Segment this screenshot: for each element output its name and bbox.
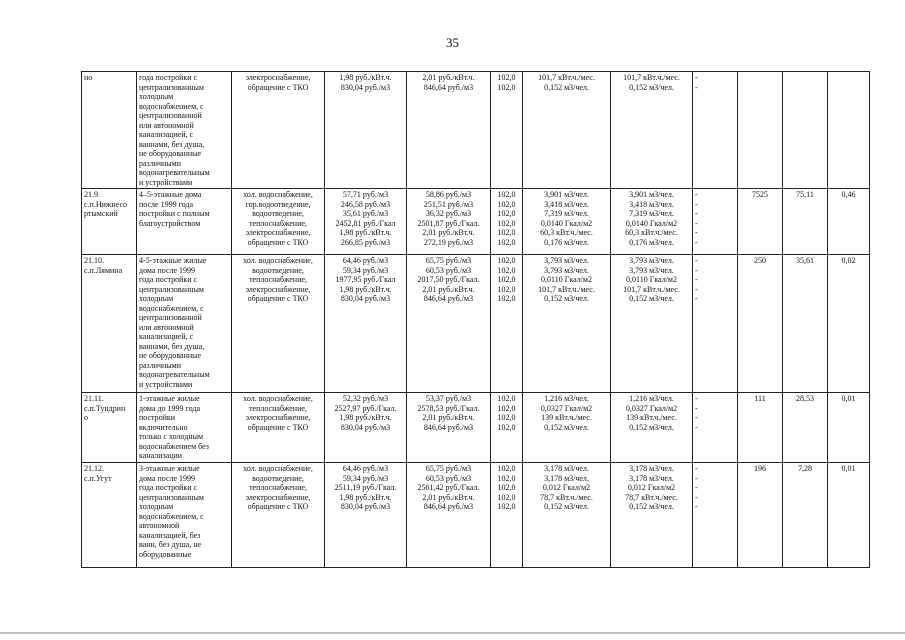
cell-line: 846,64 руб./м3 <box>423 82 474 92</box>
cell-line: 846,64 руб./м3 <box>423 422 474 432</box>
cell-line: 0,152 м3/чел. <box>544 422 589 432</box>
cell-line: 60,3 кВт.ч./мес. <box>540 228 593 237</box>
cell-line: водонагревательным <box>139 168 210 177</box>
cell-line: 3,793 м3/чел. <box>544 265 589 275</box>
index-cell <box>491 255 523 393</box>
cell-line: 111 <box>754 394 766 403</box>
cell-line: с.п.Тундрин <box>84 403 126 413</box>
value-cell <box>783 255 828 393</box>
cell-line: 59,34 руб./м3 <box>342 473 389 483</box>
cell-line: водоотведение, <box>252 209 304 218</box>
cell-line: 2,01 руб./кВт.ч. <box>422 492 475 502</box>
cell-line: электроснабжение, <box>245 228 311 237</box>
cell-line: 102,0 <box>497 294 516 303</box>
cell-line: холодным <box>139 502 174 511</box>
cell-line: 60,3 кВт.ч./мес. <box>625 228 678 237</box>
cell-line: - <box>695 492 698 502</box>
cell-line: 139 кВт.ч./мес. <box>626 413 677 422</box>
count-cell <box>738 463 783 568</box>
dash-cell <box>693 463 738 568</box>
cell-line: - <box>695 413 698 422</box>
cell-line: 60,53 руб./м3 <box>425 265 472 275</box>
cell-line: 102,0 <box>497 265 516 275</box>
cell-line: и устройствами <box>139 177 193 187</box>
cell-line: 250 <box>754 256 766 265</box>
row-label-cell <box>82 463 137 568</box>
cell-line: 102,0 <box>497 237 516 247</box>
index-cell <box>491 393 523 463</box>
cell-line: не оборудованные <box>139 149 202 158</box>
cell-line: водоснабжением, с <box>139 303 204 313</box>
cell-line: 102,0 <box>497 492 516 502</box>
cell-line: 1,216 м3/чел. <box>544 394 589 403</box>
cell-line: обращение с ТКО <box>247 237 309 247</box>
table-row <box>82 255 870 393</box>
cell-line: - <box>695 190 698 199</box>
row-label-cell <box>82 72 137 189</box>
cell-line: 3-этажные жилые <box>139 464 200 473</box>
value-cell <box>783 189 828 255</box>
index-cell <box>491 189 523 255</box>
cell-line: 2578,53 руб./Гкал. <box>417 403 480 413</box>
cell-line: 0,152 м3/чел. <box>629 502 674 511</box>
cell-line: или автономной <box>139 322 194 332</box>
cell-line: хол. водоснабжение, <box>243 256 313 265</box>
count-cell <box>738 189 783 255</box>
cell-line: 102,0 <box>497 413 516 422</box>
cell-line: 101,7 кВт.ч./мес. <box>623 284 680 294</box>
cell-line: - <box>695 237 698 247</box>
cell-line: 102,0 <box>497 422 516 432</box>
cell-line: 102,0 <box>497 502 516 511</box>
cell-line: 2,01 руб./кВт.ч. <box>422 413 475 422</box>
cell-line: 0,152 м3/чел. <box>629 82 674 92</box>
cell-line: 102,0 <box>497 473 516 483</box>
cell-line: обращение с ТКО <box>247 294 309 303</box>
tariff-2020-cell <box>407 72 491 189</box>
norm-2019-cell <box>523 393 611 463</box>
cell-line: - <box>695 422 698 432</box>
cell-line: - <box>695 82 698 92</box>
cell-line: теплоснабжение, <box>249 483 307 492</box>
scan-edge-line <box>0 632 905 634</box>
norm-2020-cell <box>611 255 693 393</box>
services-cell <box>232 463 325 568</box>
cell-line: 0,01 <box>841 464 856 473</box>
share-cell <box>828 189 870 255</box>
cell-line: 0,0110 Гкал/м2 <box>541 275 592 284</box>
cell-line: 0,152 м3/чел. <box>544 294 589 303</box>
cell-line: 4–5-этажные дома <box>139 190 202 199</box>
table-row <box>82 463 870 568</box>
cell-line: 830,04 руб./м3 <box>340 422 391 432</box>
count-cell <box>738 72 783 189</box>
cell-line: 78,7 кВт.ч./мес. <box>625 492 678 502</box>
cell-line: 21.10. <box>84 256 104 265</box>
cell-line: 830,04 руб./м3 <box>340 294 391 303</box>
cell-line: 65,75 руб./м3 <box>425 464 472 473</box>
cell-line: 101,7 кВт.ч./мес. <box>623 73 680 82</box>
cell-line: канализацией, без <box>139 530 201 540</box>
tariff-table <box>81 71 870 568</box>
cell-line: дома после 1999 <box>139 473 196 483</box>
tariff-2019-cell <box>325 463 407 568</box>
cell-line: 102,0 <box>497 275 516 284</box>
cell-line: - <box>695 73 698 82</box>
cell-line: 0,01 <box>841 394 856 403</box>
cell-line: 272,19 руб./м3 <box>423 237 474 247</box>
cell-line: 2017,50 руб./Гкал. <box>417 275 480 284</box>
cell-line: 102,0 <box>497 73 516 82</box>
cell-line: 102,0 <box>497 284 516 294</box>
tariff-2020-cell <box>407 255 491 393</box>
cell-line: 1,98 руб./кВт.ч. <box>339 492 392 502</box>
cell-line: 102,0 <box>497 464 516 473</box>
cell-line: централизованной <box>139 111 202 120</box>
cell-line: 2452,81 руб./Гкал <box>335 218 396 228</box>
cell-line: - <box>695 209 698 218</box>
cell-line: года постройки с <box>139 275 198 284</box>
cell-line: 0,152 м3/чел. <box>629 422 674 432</box>
cell-line: 1,98 руб./кВт.ч. <box>339 228 392 237</box>
cell-line: 1,216 м3/чел. <box>629 394 674 403</box>
cell-line: 7,319 м3/чел. <box>544 209 589 218</box>
services-cell <box>232 189 325 255</box>
cell-line: теплоснабжение, <box>249 275 307 284</box>
cell-line: 2511,19 руб./Гкал. <box>334 483 397 492</box>
cell-line: 196 <box>754 464 766 473</box>
cell-line: 3,178 м3/чел. <box>544 473 589 483</box>
cell-line: о <box>84 413 88 422</box>
cell-line: централизованным <box>139 492 204 502</box>
cell-line: - <box>695 228 698 237</box>
cell-line: 1-этажные жилые <box>139 394 200 403</box>
cell-line: - <box>695 502 698 511</box>
cell-line: 102,0 <box>497 82 516 92</box>
cell-line: 3,793 м3/чел. <box>544 256 589 265</box>
cell-line: 846,64 руб./м3 <box>423 294 474 303</box>
cell-line: 78,7 кВт.ч./мес. <box>540 492 593 502</box>
cell-line: года постройки с <box>139 73 198 82</box>
cell-line: 28,53 <box>796 394 814 403</box>
cell-line: водоснабжением без <box>139 441 209 451</box>
services-cell <box>232 255 325 393</box>
cell-line: 58,86 руб./м3 <box>425 190 472 199</box>
cell-line: 0,46 <box>841 190 856 199</box>
cell-line: хол. водоснабжение, <box>243 190 313 199</box>
norm-2019-cell <box>523 463 611 568</box>
cell-line: 21.9. <box>84 190 100 199</box>
share-cell <box>828 255 870 393</box>
cell-line: 0,0140 Гкал/м2 <box>625 218 678 228</box>
house-type-cell <box>137 72 232 189</box>
cell-line: теплоснабжение, <box>249 403 307 413</box>
cell-line: водоотведение, <box>252 265 304 275</box>
cell-line: водоотведение, <box>252 473 304 483</box>
cell-line: оборудованные <box>139 549 192 559</box>
cell-line: 2,01 руб./кВт.ч. <box>422 284 475 294</box>
cell-line: 3,178 м3/чел. <box>629 464 674 473</box>
cell-line: 64,46 руб./м3 <box>342 464 389 473</box>
cell-line: хол. водоснабжение, <box>243 394 313 403</box>
cell-line: различными <box>139 158 182 168</box>
cell-line: 2,01 руб./кВт.ч. <box>422 228 475 237</box>
count-cell <box>738 393 783 463</box>
cell-line: - <box>695 275 698 284</box>
cell-line: 2561,42 руб./Гкал. <box>417 483 480 492</box>
norm-2020-cell <box>611 72 693 189</box>
cell-line: канализации <box>139 451 183 460</box>
page-number: 35 <box>446 35 459 50</box>
cell-line: 0,152 м3/чел. <box>629 294 674 303</box>
cell-line: гор.водоотведение, <box>245 199 311 209</box>
cell-line: 0,152 м3/чел. <box>544 502 589 511</box>
cell-line: электроснабжение, <box>245 73 311 82</box>
cell-line: 3,901 м3/чел. <box>544 190 589 199</box>
cell-line: 101,7 кВт.ч./мес. <box>538 284 595 294</box>
cell-line: 830,04 руб./м3 <box>340 82 391 92</box>
cell-line: холодным <box>139 294 174 303</box>
norm-2020-cell <box>611 189 693 255</box>
house-type-cell <box>137 255 232 393</box>
count-cell <box>738 255 783 393</box>
cell-line: 0,012 Гкал/м2 <box>542 483 591 492</box>
cell-line: 65,75 руб./м3 <box>425 256 472 265</box>
cell-line: 2501,87 руб./Гкал. <box>417 218 480 228</box>
cell-line: года постройки с <box>139 483 198 492</box>
cell-line: хол. водоснабжение, <box>243 464 313 473</box>
index-cell <box>491 463 523 568</box>
cell-line: включительно <box>139 422 188 432</box>
cell-line: после 1999 года <box>139 199 194 209</box>
row-label-cell <box>82 255 137 393</box>
cell-line: постройки с полным <box>139 209 210 218</box>
table-row <box>82 393 870 463</box>
tariff-2019-cell <box>325 189 407 255</box>
dash-cell <box>693 255 738 393</box>
cell-line: - <box>695 473 698 483</box>
table-row <box>82 189 870 255</box>
cell-line: постройки <box>139 413 176 422</box>
dash-cell <box>693 72 738 189</box>
cell-line: 52,32 руб./м3 <box>342 394 389 403</box>
share-cell <box>828 463 870 568</box>
cell-line: 7525 <box>752 190 768 199</box>
cell-line: 2527,97 руб./Гкал. <box>334 403 397 413</box>
cell-line: холодным <box>139 92 174 101</box>
cell-line: 7,28 <box>798 464 812 473</box>
cell-line: только с холодным <box>139 432 204 441</box>
cell-line: 0,176 м3/чел. <box>544 237 589 247</box>
cell-line: 3,793 м3/чел. <box>629 256 674 265</box>
cell-line: 102,0 <box>497 483 516 492</box>
cell-line: 64,46 руб./м3 <box>342 256 389 265</box>
cell-line: и устройствами <box>139 379 193 389</box>
cell-line: электроснабжение, <box>245 413 311 422</box>
house-type-cell <box>137 463 232 568</box>
cell-line: 53,37 руб./м3 <box>425 394 472 403</box>
norm-2020-cell <box>611 393 693 463</box>
cell-line: 846,64 руб./м3 <box>423 502 474 511</box>
cell-line: 102,0 <box>497 394 516 403</box>
table-row <box>82 72 870 189</box>
dash-cell <box>693 189 738 255</box>
cell-line: централизованной <box>139 313 202 322</box>
cell-line: 251,51 руб./м3 <box>423 199 474 209</box>
cell-line: 3,418 м3/чел. <box>544 199 589 209</box>
cell-line: 246,58 руб./м3 <box>340 199 391 209</box>
cell-line: 0,0327 Гкал/м2 <box>540 403 593 413</box>
cell-line: с.п.Лямина <box>84 265 123 275</box>
cell-line: 4-5-этажные жилые <box>139 256 207 265</box>
cell-line: 102,0 <box>497 218 516 228</box>
cell-line: - <box>695 265 698 275</box>
tariff-2020-cell <box>407 189 491 255</box>
services-cell <box>232 72 325 189</box>
cell-line: - <box>695 199 698 209</box>
tariff-2019-cell <box>325 72 407 189</box>
cell-line: 102,0 <box>497 403 516 413</box>
cell-line: автономной <box>139 521 180 530</box>
cell-line: обращение с ТКО <box>247 82 309 92</box>
house-type-cell <box>137 393 232 463</box>
value-cell <box>783 463 828 568</box>
cell-line: 3,793 м3/чел. <box>629 265 674 275</box>
cell-line: канализацией, с <box>139 130 194 139</box>
cell-line: - <box>695 256 698 265</box>
house-type-cell <box>137 189 232 255</box>
norm-2020-cell <box>611 463 693 568</box>
cell-line: 0,152 м3/чел. <box>544 82 589 92</box>
cell-line: 0,0110 Гкал/м2 <box>626 275 677 284</box>
cell-line: водонагревательным <box>139 370 210 379</box>
cell-line: - <box>695 394 698 403</box>
cell-line: 35,61 руб./м3 <box>342 209 389 218</box>
cell-line: 3,178 м3/чел. <box>629 473 674 483</box>
cell-line: водоснабжением, с <box>139 511 204 521</box>
cell-line: 3,418 м3/чел. <box>629 199 674 209</box>
cell-line: 0,012 Гкал/м2 <box>627 483 676 492</box>
cell-line: 0,176 м3/чел. <box>629 237 674 247</box>
cell-line: дома до 1999 года <box>139 403 201 413</box>
cell-line: ваннами, без душа, <box>139 341 205 351</box>
cell-line: 0,0140 Гкал/м2 <box>540 218 593 228</box>
cell-line: - <box>695 218 698 228</box>
cell-line: или автономной <box>139 120 194 130</box>
row-label-cell <box>82 393 137 463</box>
share-cell <box>828 393 870 463</box>
tariff-2019-cell <box>325 255 407 393</box>
cell-line: с.п.Нижнесо <box>84 199 127 209</box>
tariff-2019-cell <box>325 393 407 463</box>
cell-line: 21.11. <box>84 394 104 403</box>
cell-line: дома после 1999 <box>139 265 196 275</box>
cell-line: 0,0327 Гкал/м2 <box>625 403 678 413</box>
tariff-2020-cell <box>407 463 491 568</box>
share-cell <box>828 72 870 189</box>
cell-line: 75,11 <box>796 190 814 199</box>
cell-line: ртымский <box>84 209 118 218</box>
cell-line: 2,01 руб./кВт.ч. <box>422 73 475 82</box>
cell-line: 21.12. <box>84 464 104 473</box>
cell-line: - <box>695 464 698 473</box>
cell-line: благоустройством <box>139 218 201 228</box>
cell-line: централизованным <box>139 82 204 92</box>
cell-line: 3,178 м3/чел. <box>544 464 589 473</box>
cell-line: ванн, без душа, не <box>139 540 202 549</box>
cell-line: водоснабжением, с <box>139 101 204 111</box>
cell-line: 1,98 руб./кВт.ч. <box>339 284 392 294</box>
cell-line: 102,0 <box>497 209 516 218</box>
cell-line: 102,0 <box>497 199 516 209</box>
cell-line: 57,71 руб./м3 <box>342 190 389 199</box>
cell-line: канализацией, с <box>139 332 194 341</box>
cell-line: 7,319 м3/чел. <box>629 209 674 218</box>
cell-line: ваннами, без душа, <box>139 139 205 149</box>
cell-line: - <box>695 403 698 413</box>
cell-line: с.п.Угут <box>84 473 112 483</box>
norm-2019-cell <box>523 72 611 189</box>
cell-line: 1,98 руб./кВт.ч. <box>339 73 392 82</box>
cell-line: 1977,95 руб./Гкал <box>335 275 396 284</box>
cell-line: 59,34 руб./м3 <box>342 265 389 275</box>
cell-line: 102,0 <box>497 190 516 199</box>
cell-line: 36,32 руб./м3 <box>425 209 472 218</box>
cell-line: электроснабжение, <box>245 492 311 502</box>
norm-2019-cell <box>523 189 611 255</box>
cell-line: - <box>695 483 698 492</box>
cell-line: - <box>695 294 698 303</box>
value-cell <box>783 72 828 189</box>
cell-line: 1,98 руб./кВт.ч. <box>339 413 392 422</box>
dash-cell <box>693 393 738 463</box>
table-body <box>82 72 870 568</box>
cell-line: различными <box>139 360 182 370</box>
cell-line: 60,53 руб./м3 <box>425 473 472 483</box>
norm-2019-cell <box>523 255 611 393</box>
cell-line: централизованным <box>139 284 204 294</box>
services-cell <box>232 393 325 463</box>
row-label-cell <box>82 189 137 255</box>
cell-line: теплоснабжение, <box>249 218 307 228</box>
cell-line: обращение с ТКО <box>247 422 309 432</box>
tariff-2020-cell <box>407 393 491 463</box>
index-cell <box>491 72 523 189</box>
cell-line: но <box>84 73 93 82</box>
cell-line: 102,0 <box>497 256 516 265</box>
cell-line: - <box>695 284 698 294</box>
cell-line: электроснабжение, <box>245 284 311 294</box>
cell-line: 3,901 м3/чел. <box>629 190 674 199</box>
cell-line: обращение с ТКО <box>247 502 309 511</box>
cell-line: 830,04 руб./м3 <box>340 502 391 511</box>
value-cell <box>783 393 828 463</box>
cell-line: не оборудованные <box>139 351 202 360</box>
cell-line: 266,85 руб./м3 <box>340 237 391 247</box>
cell-line: 101,7 кВт.ч./мес. <box>538 73 595 82</box>
cell-line: 0,02 <box>841 256 856 265</box>
cell-line: 102,0 <box>497 228 516 237</box>
cell-line: 35,61 <box>796 256 814 265</box>
cell-line: 139 кВт.ч./мес. <box>541 413 592 422</box>
